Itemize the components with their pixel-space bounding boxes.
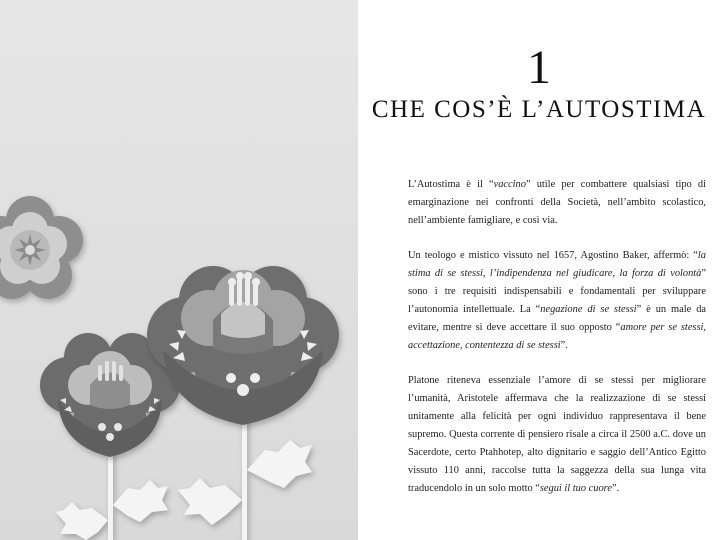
paragraph-3 <box>408 372 706 498</box>
p1-italic-vaccino: vaccino <box>493 179 526 190</box>
text-page <box>358 0 720 540</box>
small-flower-top-left <box>0 196 83 299</box>
illustration-panel <box>0 0 358 540</box>
p3-text-a: Platone riteneva essenziale l’amore di se stessi per migliorare l’umanità, Aristotele affermava che la realizzazione di se stessi unitamente alla felicità per ogni individuo rappresentava il bene supremo. Questa corrente di pensiero risale a circa il 2500 a.C. dove un Sacerdote, certo Ptahhotep, alto dignitario e saggio dell’Antico Egitto vissuto 110 anni, raccolse tutta la saggezza della sua lunga vita traducendolo in un solo motto “ <box>408 375 706 494</box>
chapter-number: 1 <box>527 41 551 94</box>
chapter-body <box>408 176 706 515</box>
p3-italic-motto: segui il tuo cuore <box>539 483 612 494</box>
p2-italic-quote: la stima di se stessi, l’indipendenza nel giudicare, la forza di volontà <box>408 250 706 279</box>
p2-italic-negazione: negazione di se stessi <box>540 304 637 315</box>
p2-text-c: ” sono i tre requisiti indispensabili e fondamentali per sviluppare l’autonomia intellettuale. La “ <box>408 268 706 315</box>
chapter-title: CHE COS’È L’AUTOSTIMA <box>371 96 707 123</box>
paper-flowers-illustration <box>0 0 358 540</box>
p1-text-c: ” utile per combattere qualsiasi tipo di emarginazione nei confronti della Società, nell’ambito scolastico, nell’ambiente famigliare, e così via. <box>408 179 706 226</box>
p2-text-a: Un teologo e mistico vissuto nel 1657, Agostino Baker, affermò: “ <box>408 250 698 261</box>
p2-text-e: ” è un male da evitare, mentre si deve accettare il suo opposto “ <box>408 304 706 333</box>
p1-text-a: L’Autostima è il “ <box>408 179 494 190</box>
paragraph-1 <box>408 176 706 230</box>
p2-italic-amore: amore per se stessi, accettazione, contentezza di se stessi <box>408 322 707 351</box>
p3-text-c: ”. <box>611 483 620 494</box>
large-flower <box>147 266 339 425</box>
paragraph-2 <box>408 247 706 355</box>
p2-text-g: ”. <box>560 340 568 351</box>
